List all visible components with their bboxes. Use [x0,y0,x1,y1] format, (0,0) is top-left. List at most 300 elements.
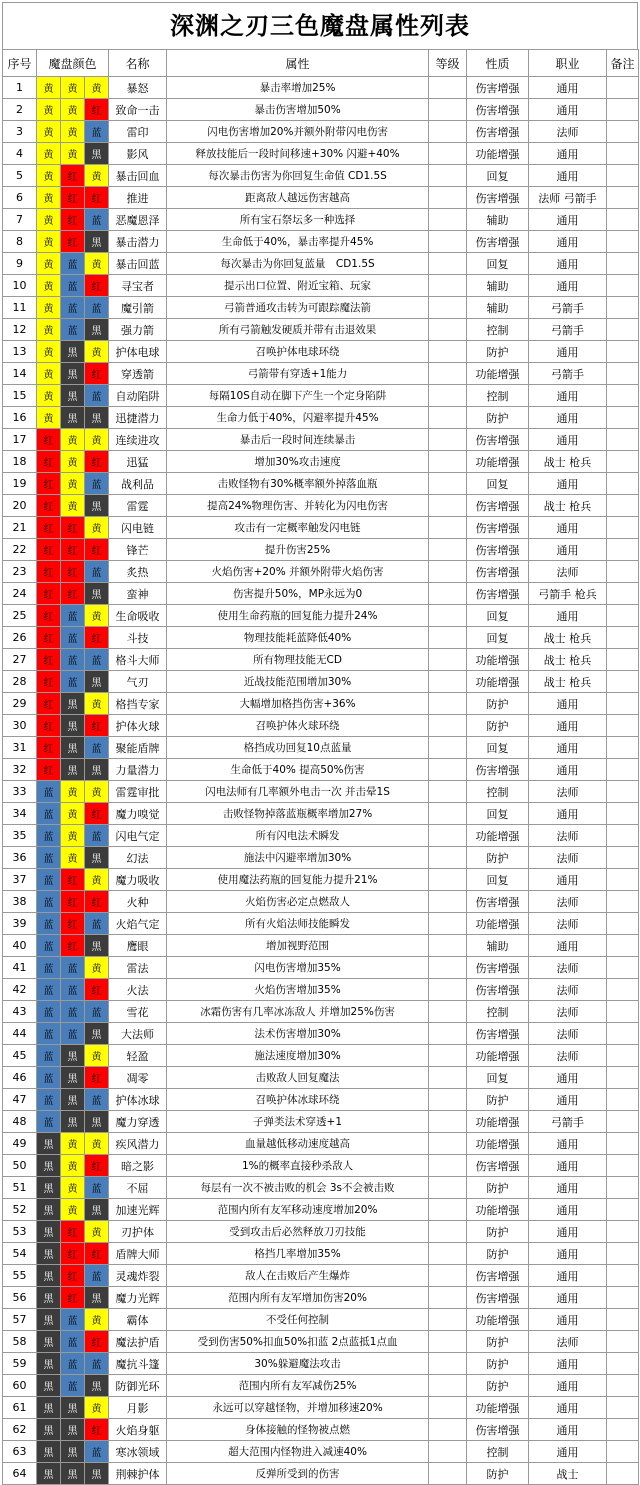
disc-job: 通用 [529,1177,607,1199]
disc-note [607,1331,639,1353]
disc-job: 战士 枪兵 [529,495,607,517]
row-number: 37 [3,869,37,891]
disc-color-2: 黑 [61,737,85,759]
table-row [3,187,639,209]
disc-color-1: 红 [37,649,61,671]
disc-note [607,165,639,187]
disc-color-2: 黄 [61,1177,85,1199]
disc-job: 弓箭手 [529,363,607,385]
disc-note [607,627,639,649]
disc-attribute: 法术伤害增加30% [167,1023,429,1045]
disc-color-2: 蓝 [61,319,85,341]
disc-attribute: 距离敌人越远伤害越高 [167,187,429,209]
disc-job: 通用 [529,803,607,825]
row-number: 28 [3,671,37,693]
disc-color-3: 红 [85,363,109,385]
disc-color-1: 黑 [37,1265,61,1287]
disc-nature: 功能增强 [467,1199,529,1221]
disc-note [607,1397,639,1419]
disc-color-1: 蓝 [37,1089,61,1111]
disc-color-1: 蓝 [37,781,61,803]
disc-color-1: 蓝 [37,935,61,957]
disc-color-2: 黑 [61,1067,85,1089]
disc-color-3: 黄 [85,1045,109,1067]
disc-nature: 防护 [467,1331,529,1353]
disc-job: 通用 [529,1441,607,1463]
disc-level [429,363,467,385]
row-number: 49 [3,1133,37,1155]
disc-level [429,187,467,209]
disc-nature: 伤害增强 [467,1287,529,1309]
disc-note [607,1243,639,1265]
disc-job: 法师 [529,891,607,913]
disc-attribute: 闪电法师有几率额外电击一次 并击晕1S [167,781,429,803]
disc-job: 通用 [529,1199,607,1221]
disc-name: 鹰眼 [109,935,167,957]
disc-job: 通用 [529,1265,607,1287]
disc-job: 通用 [529,1375,607,1397]
disc-nature: 回复 [467,473,529,495]
disc-note [607,847,639,869]
disc-color-1: 蓝 [37,1045,61,1067]
disc-note [607,143,639,165]
disc-job: 通用 [529,1309,607,1331]
disc-note [607,1419,639,1441]
table-row [3,649,639,671]
disc-name: 暗之影 [109,1155,167,1177]
disc-attribute: 召唤护体电球环绕 [167,341,429,363]
disc-job: 法师 弓箭手 [529,187,607,209]
disc-name: 聚能盾牌 [109,737,167,759]
disc-nature: 伤害增强 [467,517,529,539]
disc-color-1: 黄 [37,275,61,297]
disc-name: 火焰身躯 [109,1419,167,1441]
disc-nature: 回复 [467,165,529,187]
disc-color-3: 黑 [85,935,109,957]
disc-attribute: 提升伤害25% [167,539,429,561]
disc-color-1: 蓝 [37,957,61,979]
row-number: 4 [3,143,37,165]
disc-color-3: 黄 [85,1221,109,1243]
disc-level [429,341,467,363]
disc-name: 力量潜力 [109,759,167,781]
disc-attribute: 所有物理技能无CD [167,649,429,671]
disc-level [429,275,467,297]
disc-color-2: 黑 [61,407,85,429]
disc-attribute: 释放技能后一段时间移速+30% 闪避+40% [167,143,429,165]
disc-color-3: 黄 [85,341,109,363]
disc-nature: 防护 [467,715,529,737]
disc-level [429,297,467,319]
disc-level [429,385,467,407]
disc-attribute: 暴击后一段时间连续暴击 [167,429,429,451]
disc-color-1: 黄 [37,253,61,275]
disc-job: 通用 [529,1089,607,1111]
disc-note [607,429,639,451]
row-number: 53 [3,1221,37,1243]
disc-job: 通用 [529,1397,607,1419]
disc-name: 轻盈 [109,1045,167,1067]
row-number: 23 [3,561,37,583]
disc-nature: 功能增强 [467,1045,529,1067]
disc-color-3: 黄 [85,693,109,715]
disc-attribute: 每层有一次不被击败的机会 3s不会被击败 [167,1177,429,1199]
disc-attribute: 不受任何控制 [167,1309,429,1331]
row-number: 41 [3,957,37,979]
disc-note [607,363,639,385]
table-row [3,1331,639,1353]
disc-color-3: 红 [85,187,109,209]
table-row [3,1001,639,1023]
disc-nature: 伤害增强 [467,1265,529,1287]
disc-color-1: 红 [37,671,61,693]
disc-level [429,495,467,517]
disc-attribute: 永远可以穿越怪物，并增加移速20% [167,1397,429,1419]
disc-nature: 伤害增强 [467,539,529,561]
disc-nature: 回复 [467,253,529,275]
disc-name: 魔力穿透 [109,1111,167,1133]
disc-level [429,935,467,957]
disc-nature: 防护 [467,1243,529,1265]
disc-color-2: 蓝 [61,1309,85,1331]
table-row [3,825,639,847]
disc-name: 闪电链 [109,517,167,539]
disc-name: 自动陷阱 [109,385,167,407]
disc-note [607,935,639,957]
disc-note [607,1353,639,1375]
disc-color-3: 蓝 [85,121,109,143]
table-row [3,1463,639,1485]
table-row [3,979,639,1001]
disc-level [429,803,467,825]
disc-color-2: 黄 [61,803,85,825]
disc-attribute: 超大范围内怪物进入减速40% [167,1441,429,1463]
disc-attribute: 反弹所受到的伤害 [167,1463,429,1485]
table-row [3,847,639,869]
disc-color-2: 黑 [61,759,85,781]
disc-color-2: 黑 [61,363,85,385]
disc-level [429,759,467,781]
disc-color-1: 蓝 [37,1111,61,1133]
disc-note [607,803,639,825]
disc-job: 法师 [529,825,607,847]
row-number: 40 [3,935,37,957]
disc-nature: 防护 [467,1221,529,1243]
disc-attribute: 每隔10S自动在脚下产生一个定身陷阱 [167,385,429,407]
disc-level [429,1177,467,1199]
disc-name: 雷霆审批 [109,781,167,803]
disc-color-2: 蓝 [61,297,85,319]
disc-color-3: 红 [85,1243,109,1265]
attribute-table-sheet [2,2,638,1485]
disc-job: 通用 [529,715,607,737]
disc-job: 弓箭手 [529,297,607,319]
disc-attribute: 近战技能范围增加30% [167,671,429,693]
disc-nature: 辅助 [467,209,529,231]
disc-job: 战士 枪兵 [529,627,607,649]
disc-note [607,1155,639,1177]
disc-job: 战士 枪兵 [529,649,607,671]
disc-color-2: 黄 [61,429,85,451]
disc-color-2: 红 [61,165,85,187]
disc-color-2: 红 [61,187,85,209]
disc-color-1: 蓝 [37,869,61,891]
disc-level [429,231,467,253]
disc-note [607,1067,639,1089]
disc-level [429,869,467,891]
disc-attribute: 子弹类法术穿透+1 [167,1111,429,1133]
disc-job: 通用 [529,143,607,165]
disc-color-2: 黄 [61,77,85,99]
disc-color-2: 红 [61,1221,85,1243]
disc-job: 通用 [529,869,607,891]
row-number: 20 [3,495,37,517]
table-body [3,77,639,1485]
disc-color-1: 黑 [37,1375,61,1397]
disc-nature: 功能增强 [467,143,529,165]
disc-color-3: 红 [85,627,109,649]
disc-note [607,759,639,781]
disc-color-2: 红 [61,891,85,913]
disc-color-1: 红 [37,737,61,759]
disc-job: 通用 [529,605,607,627]
disc-note [607,385,639,407]
row-number: 18 [3,451,37,473]
header-num: 序号 [3,50,37,77]
disc-note [607,781,639,803]
disc-color-1: 红 [37,583,61,605]
disc-color-3: 黄 [85,429,109,451]
row-number: 12 [3,319,37,341]
disc-name: 战利品 [109,473,167,495]
disc-note [607,121,639,143]
disc-job: 通用 [529,1155,607,1177]
disc-level [429,957,467,979]
disc-name: 暴击回血 [109,165,167,187]
row-number: 7 [3,209,37,231]
row-number: 13 [3,341,37,363]
disc-note [607,1441,639,1463]
disc-job: 通用 [529,209,607,231]
disc-attribute: 召唤护体火球环绕 [167,715,429,737]
table-row [3,869,639,891]
table-row [3,1089,639,1111]
disc-attribute: 物理技能耗蓝降低40% [167,627,429,649]
disc-color-2: 红 [61,913,85,935]
disc-color-2: 红 [61,935,85,957]
disc-color-2: 黄 [61,847,85,869]
table-row [3,495,639,517]
disc-nature: 功能增强 [467,363,529,385]
disc-name: 幻法 [109,847,167,869]
table-row [3,891,639,913]
disc-note [607,187,639,209]
disc-color-1: 红 [37,539,61,561]
disc-color-3: 黑 [85,1199,109,1221]
disc-name: 蛮神 [109,583,167,605]
disc-color-2: 黄 [61,451,85,473]
disc-color-3: 黑 [85,583,109,605]
disc-nature: 功能增强 [467,1397,529,1419]
disc-job: 通用 [529,693,607,715]
disc-nature: 回复 [467,605,529,627]
disc-color-2: 黑 [61,341,85,363]
row-number: 58 [3,1331,37,1353]
disc-level [429,1067,467,1089]
disc-job: 通用 [529,341,607,363]
disc-color-3: 蓝 [85,913,109,935]
disc-level [429,825,467,847]
disc-name: 雪花 [109,1001,167,1023]
disc-color-1: 黑 [37,1221,61,1243]
disc-color-2: 红 [61,209,85,231]
row-number: 55 [3,1265,37,1287]
table-row [3,517,639,539]
disc-name: 盾牌大师 [109,1243,167,1265]
disc-nature: 功能增强 [467,1111,529,1133]
disc-name: 大法师 [109,1023,167,1045]
disc-level [429,627,467,649]
disc-color-3: 黑 [85,495,109,517]
row-number: 44 [3,1023,37,1045]
row-number: 9 [3,253,37,275]
disc-attribute: 范围内所有友军增加伤害20% [167,1287,429,1309]
header-job: 职业 [529,50,607,77]
disc-attribute: 所有弓箭触发硬质并带有击退效果 [167,319,429,341]
disc-level [429,913,467,935]
disc-job: 法师 [529,781,607,803]
disc-job: 通用 [529,77,607,99]
disc-attribute: 生命力低于40%，闪避率提升45% [167,407,429,429]
disc-job: 通用 [529,429,607,451]
disc-color-1: 蓝 [37,825,61,847]
disc-color-3: 蓝 [85,473,109,495]
disc-color-2: 黄 [61,781,85,803]
disc-color-2: 黑 [61,1441,85,1463]
disc-name: 火焰气定 [109,913,167,935]
disc-name: 加速光辉 [109,1199,167,1221]
header-note: 备注 [607,50,639,77]
table-row [3,803,639,825]
disc-job: 通用 [529,1067,607,1089]
disc-level [429,979,467,1001]
disc-note [607,1111,639,1133]
disc-color-3: 黄 [85,1309,109,1331]
disc-note [607,1221,639,1243]
disc-name: 魔力光辉 [109,1287,167,1309]
table-row [3,319,639,341]
row-number: 2 [3,99,37,121]
disc-note [607,1265,639,1287]
disc-name: 月影 [109,1397,167,1419]
disc-note [607,715,639,737]
disc-color-1: 红 [37,693,61,715]
disc-attribute: 大幅增加格挡伤害+36% [167,693,429,715]
disc-color-3: 蓝 [85,1089,109,1111]
disc-name: 荆棘护体 [109,1463,167,1485]
disc-nature: 防护 [467,847,529,869]
disc-note [607,891,639,913]
disc-job: 通用 [529,737,607,759]
disc-level [429,165,467,187]
disc-nature: 辅助 [467,275,529,297]
table-row [3,253,639,275]
disc-note [607,979,639,1001]
disc-color-2: 黑 [61,1089,85,1111]
disc-level [429,1045,467,1067]
disc-level [429,693,467,715]
header-row [3,50,639,77]
disc-nature: 回复 [467,737,529,759]
disc-name: 霸体 [109,1309,167,1331]
disc-note [607,649,639,671]
disc-level [429,77,467,99]
disc-level [429,737,467,759]
disc-note [607,209,639,231]
table-row [3,143,639,165]
disc-level [429,1331,467,1353]
disc-nature: 控制 [467,781,529,803]
disc-job: 弓箭手 枪兵 [529,583,607,605]
disc-nature: 控制 [467,1001,529,1023]
row-number: 15 [3,385,37,407]
disc-color-3: 黄 [85,517,109,539]
table-row [3,1375,639,1397]
disc-attribute: 格挡几率增加35% [167,1243,429,1265]
disc-attribute: 击败怪物有30%概率额外掉落血瓶 [167,473,429,495]
disc-nature: 伤害增强 [467,1023,529,1045]
disc-job: 通用 [529,539,607,561]
table-row [3,1155,639,1177]
disc-job: 通用 [529,1419,607,1441]
disc-attribute: 所有火焰法师技能瞬发 [167,913,429,935]
disc-color-1: 红 [37,495,61,517]
disc-name: 护体冰球 [109,1089,167,1111]
disc-job: 法师 [529,121,607,143]
disc-color-2: 黑 [61,1397,85,1419]
disc-name: 魔力嗅觉 [109,803,167,825]
disc-note [607,869,639,891]
disc-job: 通用 [529,759,607,781]
row-number: 10 [3,275,37,297]
disc-attribute: 每次暴击为你回复蓝量 CD1.5S [167,253,429,275]
disc-color-3: 红 [85,1331,109,1353]
disc-note [607,913,639,935]
disc-job: 通用 [529,165,607,187]
disc-level [429,1133,467,1155]
disc-color-3: 黑 [85,847,109,869]
disc-nature: 功能增强 [467,1309,529,1331]
table-row [3,781,639,803]
disc-color-2: 蓝 [61,605,85,627]
disc-note [607,605,639,627]
disc-color-1: 黄 [37,165,61,187]
disc-color-1: 黑 [37,1397,61,1419]
disc-color-3: 黑 [85,407,109,429]
disc-attribute: 暴击率增加25% [167,77,429,99]
disc-name: 雷法 [109,957,167,979]
table-row [3,451,639,473]
disc-job: 通用 [529,99,607,121]
disc-note [607,473,639,495]
row-number: 43 [3,1001,37,1023]
disc-level [429,1287,467,1309]
disc-note [607,1177,639,1199]
disc-color-2: 红 [61,517,85,539]
disc-color-2: 红 [61,1243,85,1265]
disc-attribute: 闪电伤害增加35% [167,957,429,979]
disc-nature: 伤害增强 [467,759,529,781]
